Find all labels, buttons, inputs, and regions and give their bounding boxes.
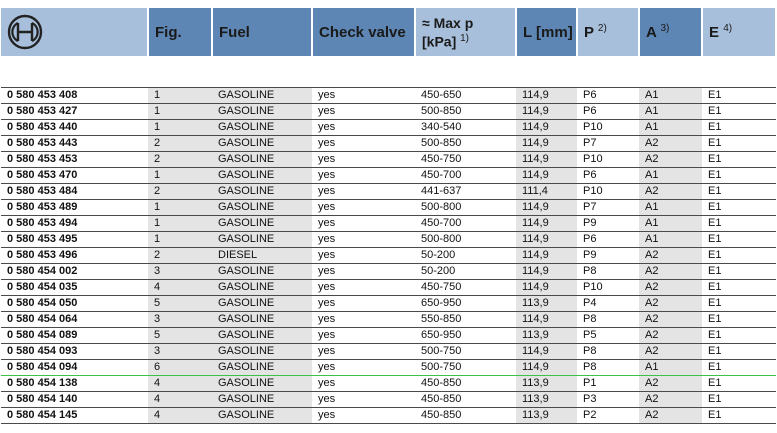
e-cell: E1 <box>702 392 776 408</box>
p-cell: P4 <box>577 296 639 312</box>
a-cell: A2 <box>639 136 702 152</box>
p-cell: P7 <box>577 136 639 152</box>
check-valve-cell: yes <box>312 184 415 200</box>
p-cell: P6 <box>577 232 639 248</box>
part-number-cell: 0 580 453 484 <box>1 184 148 200</box>
table-row <box>1 248 776 264</box>
length-cell: 114,9 <box>516 120 577 136</box>
fig-cell: 3 <box>148 344 212 360</box>
col-header-length: L [mm] <box>516 8 577 56</box>
e-cell: E1 <box>702 280 776 296</box>
e-cell: E1 <box>702 232 776 248</box>
length-cell: 114,9 <box>516 168 577 184</box>
max-p-cell: 550-850 <box>415 312 516 328</box>
e-label: E <box>709 24 720 41</box>
fig-cell: 4 <box>148 392 212 408</box>
fig-cell: 2 <box>148 136 212 152</box>
e-cell: E1 <box>702 168 776 184</box>
table-row <box>1 296 776 312</box>
table-row <box>1 184 776 200</box>
a-cell: A2 <box>639 296 702 312</box>
max-p-cell: 450-650 <box>415 88 516 104</box>
fig-cell: 1 <box>148 216 212 232</box>
length-cell: 113,9 <box>516 392 577 408</box>
part-number-cell: 0 580 454 094 <box>1 360 148 376</box>
check-valve-cell: yes <box>312 264 415 280</box>
check-valve-cell: yes <box>312 104 415 120</box>
table-row <box>1 152 776 168</box>
length-cell: 111,4 <box>516 184 577 200</box>
check-valve-cell: yes <box>312 344 415 360</box>
e-cell: E1 <box>702 200 776 216</box>
max-p-cell: 500-850 <box>415 136 516 152</box>
table-body <box>1 56 776 424</box>
table-row <box>1 216 776 232</box>
length-cell: 114,9 <box>516 280 577 296</box>
check-valve-cell: yes <box>312 200 415 216</box>
e-cell: E1 <box>702 88 776 104</box>
fuel-cell: GASOLINE <box>212 216 312 232</box>
length-cell: 114,9 <box>516 312 577 328</box>
fig-cell: 5 <box>148 328 212 344</box>
fuel-cell: GASOLINE <box>212 152 312 168</box>
part-number-cell: 0 580 453 440 <box>1 120 148 136</box>
length-cell: 113,9 <box>516 376 577 392</box>
fig-cell: 2 <box>148 184 212 200</box>
p-cell: P8 <box>577 360 639 376</box>
check-valve-cell: yes <box>312 168 415 184</box>
e-cell: E1 <box>702 152 776 168</box>
e-cell: E1 <box>702 136 776 152</box>
fuel-cell: GASOLINE <box>212 376 312 392</box>
part-number-cell: 0 580 454 093 <box>1 344 148 360</box>
a-cell: A1 <box>639 200 702 216</box>
part-number-cell: 0 580 454 138 <box>1 376 148 392</box>
fuel-cell: GASOLINE <box>212 120 312 136</box>
part-number-cell: 0 580 453 489 <box>1 200 148 216</box>
length-cell: 114,9 <box>516 344 577 360</box>
fig-cell: 1 <box>148 88 212 104</box>
col-header-fig: Fig. <box>148 8 212 56</box>
a-cell: A2 <box>639 408 702 424</box>
max-p-cell: 500-750 <box>415 360 516 376</box>
fuel-cell: GASOLINE <box>212 136 312 152</box>
e-cell: E1 <box>702 376 776 392</box>
max-p-cell: 450-700 <box>415 168 516 184</box>
a-cell: A2 <box>639 248 702 264</box>
fuel-cell: GASOLINE <box>212 360 312 376</box>
max-p-cell: 450-850 <box>415 392 516 408</box>
fuel-cell: GASOLINE <box>212 200 312 216</box>
fig-cell: 3 <box>148 264 212 280</box>
check-valve-cell: yes <box>312 248 415 264</box>
length-cell: 114,9 <box>516 104 577 120</box>
length-cell: 114,9 <box>516 360 577 376</box>
max-p-cell: 340-540 <box>415 120 516 136</box>
a-cell: A1 <box>639 216 702 232</box>
table-row <box>1 392 776 408</box>
table-row <box>1 264 776 280</box>
p-cell: P1 <box>577 376 639 392</box>
a-cell: A2 <box>639 328 702 344</box>
p-footnote: 2) <box>597 23 607 34</box>
max-p-cell: 500-800 <box>415 232 516 248</box>
e-cell: E1 <box>702 312 776 328</box>
col-header-e <box>702 8 776 56</box>
fig-cell: 1 <box>148 200 212 216</box>
fuel-cell: DIESEL <box>212 248 312 264</box>
a-cell: A2 <box>639 312 702 328</box>
max-p-cell: 650-950 <box>415 328 516 344</box>
fuel-cell: GASOLINE <box>212 184 312 200</box>
fuel-pump-table <box>1 8 777 424</box>
max-p-unit: [kPa] <box>422 33 457 50</box>
a-cell: A1 <box>639 168 702 184</box>
bosch-logo-icon <box>7 14 147 50</box>
fig-cell: 1 <box>148 120 212 136</box>
fig-cell: 4 <box>148 408 212 424</box>
p-cell: P3 <box>577 392 639 408</box>
max-p-cell: 441-637 <box>415 184 516 200</box>
a-cell: A1 <box>639 104 702 120</box>
part-number-cell: 0 580 453 453 <box>1 152 148 168</box>
table-row <box>1 136 776 152</box>
check-valve-cell: yes <box>312 376 415 392</box>
fig-cell: 1 <box>148 104 212 120</box>
check-valve-cell: yes <box>312 120 415 136</box>
max-p-cell: 50-200 <box>415 248 516 264</box>
p-cell: P10 <box>577 120 639 136</box>
p-cell: P10 <box>577 184 639 200</box>
a-cell: A1 <box>639 360 702 376</box>
part-number-cell: 0 580 454 064 <box>1 312 148 328</box>
e-cell: E1 <box>702 264 776 280</box>
max-p-footnote: 1) <box>460 32 470 44</box>
a-cell: A2 <box>639 152 702 168</box>
p-cell: P10 <box>577 280 639 296</box>
e-footnote: 4) <box>723 23 733 34</box>
table-row <box>1 312 776 328</box>
a-cell: A2 <box>639 280 702 296</box>
check-valve-cell: yes <box>312 408 415 424</box>
fuel-cell: GASOLINE <box>212 296 312 312</box>
a-cell: A2 <box>639 264 702 280</box>
p-cell: P9 <box>577 216 639 232</box>
max-p-cell: 450-850 <box>415 376 516 392</box>
fuel-cell: GASOLINE <box>212 232 312 248</box>
table-row <box>1 408 776 424</box>
p-cell: P9 <box>577 248 639 264</box>
part-number-cell: 0 580 453 408 <box>1 88 148 104</box>
fig-cell: 4 <box>148 280 212 296</box>
table-row <box>1 376 776 392</box>
table-row <box>1 104 776 120</box>
part-number-cell: 0 580 454 145 <box>1 408 148 424</box>
max-p-cell: 450-750 <box>415 280 516 296</box>
fig-cell: 5 <box>148 296 212 312</box>
table-row <box>1 200 776 216</box>
check-valve-cell: yes <box>312 280 415 296</box>
e-cell: E1 <box>702 248 776 264</box>
length-cell: 114,9 <box>516 136 577 152</box>
table-row <box>1 120 776 136</box>
part-number-cell: 0 580 454 140 <box>1 392 148 408</box>
part-number-cell: 0 580 454 035 <box>1 280 148 296</box>
fig-cell: 1 <box>148 232 212 248</box>
length-cell: 114,9 <box>516 216 577 232</box>
a-cell: A2 <box>639 376 702 392</box>
fuel-cell: GASOLINE <box>212 280 312 296</box>
check-valve-cell: yes <box>312 152 415 168</box>
logo-header-cell <box>1 8 148 56</box>
max-p-cell: 450-850 <box>415 408 516 424</box>
length-cell: 114,9 <box>516 232 577 248</box>
fig-cell: 1 <box>148 168 212 184</box>
p-cell: P10 <box>577 152 639 168</box>
length-cell: 114,9 <box>516 264 577 280</box>
part-number-cell: 0 580 453 443 <box>1 136 148 152</box>
col-header-max-p <box>415 8 516 56</box>
part-number-cell: 0 580 454 050 <box>1 296 148 312</box>
check-valve-cell: yes <box>312 360 415 376</box>
fuel-cell: GASOLINE <box>212 344 312 360</box>
max-p-label: ≈ Max p <box>422 14 474 31</box>
length-cell: 113,9 <box>516 328 577 344</box>
max-p-cell: 500-850 <box>415 104 516 120</box>
part-number-cell: 0 580 453 495 <box>1 232 148 248</box>
e-cell: E1 <box>702 184 776 200</box>
table-header <box>1 8 776 56</box>
max-p-cell: 450-750 <box>415 152 516 168</box>
length-cell: 114,9 <box>516 248 577 264</box>
col-header-fuel: Fuel <box>212 8 312 56</box>
e-cell: E1 <box>702 360 776 376</box>
e-cell: E1 <box>702 296 776 312</box>
part-number-cell: 0 580 454 002 <box>1 264 148 280</box>
fuel-cell: GASOLINE <box>212 408 312 424</box>
e-cell: E1 <box>702 408 776 424</box>
fuel-cell: GASOLINE <box>212 264 312 280</box>
fig-cell: 6 <box>148 360 212 376</box>
col-header-p <box>577 8 639 56</box>
check-valve-cell: yes <box>312 88 415 104</box>
check-valve-cell: yes <box>312 136 415 152</box>
p-cell: P8 <box>577 344 639 360</box>
check-valve-cell: yes <box>312 216 415 232</box>
length-cell: 114,9 <box>516 88 577 104</box>
p-cell: P8 <box>577 264 639 280</box>
table-row <box>1 280 776 296</box>
fig-cell: 4 <box>148 376 212 392</box>
fuel-cell: GASOLINE <box>212 328 312 344</box>
e-cell: E1 <box>702 120 776 136</box>
e-cell: E1 <box>702 104 776 120</box>
max-p-cell: 50-200 <box>415 264 516 280</box>
table-row <box>1 360 776 376</box>
fuel-cell: GASOLINE <box>212 168 312 184</box>
length-cell: 114,9 <box>516 200 577 216</box>
check-valve-cell: yes <box>312 328 415 344</box>
a-footnote: 3) <box>660 23 670 34</box>
length-cell: 113,9 <box>516 408 577 424</box>
table-row <box>1 328 776 344</box>
e-cell: E1 <box>702 328 776 344</box>
a-cell: A1 <box>639 88 702 104</box>
fuel-cell: GASOLINE <box>212 88 312 104</box>
a-cell: A1 <box>639 120 702 136</box>
max-p-cell: 500-750 <box>415 344 516 360</box>
col-header-a <box>639 8 702 56</box>
fuel-cell: GASOLINE <box>212 104 312 120</box>
part-number-cell: 0 580 454 089 <box>1 328 148 344</box>
col-header-check-valve: Check valve <box>312 8 415 56</box>
max-p-cell: 500-800 <box>415 200 516 216</box>
max-p-cell: 650-950 <box>415 296 516 312</box>
check-valve-cell: yes <box>312 392 415 408</box>
p-cell: P6 <box>577 168 639 184</box>
fig-cell: 2 <box>148 248 212 264</box>
p-cell: P6 <box>577 104 639 120</box>
table-row <box>1 232 776 248</box>
p-cell: P2 <box>577 408 639 424</box>
e-cell: E1 <box>702 344 776 360</box>
a-cell: A2 <box>639 344 702 360</box>
e-cell: E1 <box>702 216 776 232</box>
check-valve-cell: yes <box>312 312 415 328</box>
fig-cell: 2 <box>148 152 212 168</box>
a-cell: A1 <box>639 232 702 248</box>
table-row <box>1 168 776 184</box>
a-cell: A2 <box>639 184 702 200</box>
fig-cell: 3 <box>148 312 212 328</box>
table-row <box>1 88 776 104</box>
fuel-cell: GASOLINE <box>212 312 312 328</box>
check-valve-cell: yes <box>312 296 415 312</box>
length-cell: 114,9 <box>516 152 577 168</box>
max-p-cell: 450-700 <box>415 216 516 232</box>
check-valve-cell: yes <box>312 232 415 248</box>
fuel-cell: GASOLINE <box>212 392 312 408</box>
p-cell: P7 <box>577 200 639 216</box>
p-cell: P6 <box>577 88 639 104</box>
p-label: P <box>584 24 594 41</box>
a-label: A <box>646 24 657 41</box>
part-number-cell: 0 580 453 427 <box>1 104 148 120</box>
part-number-cell: 0 580 453 494 <box>1 216 148 232</box>
table-row <box>1 344 776 360</box>
part-number-cell: 0 580 453 470 <box>1 168 148 184</box>
part-number-cell: 0 580 453 496 <box>1 248 148 264</box>
p-cell: P8 <box>577 312 639 328</box>
a-cell: A2 <box>639 392 702 408</box>
p-cell: P5 <box>577 328 639 344</box>
length-cell: 113,9 <box>516 296 577 312</box>
